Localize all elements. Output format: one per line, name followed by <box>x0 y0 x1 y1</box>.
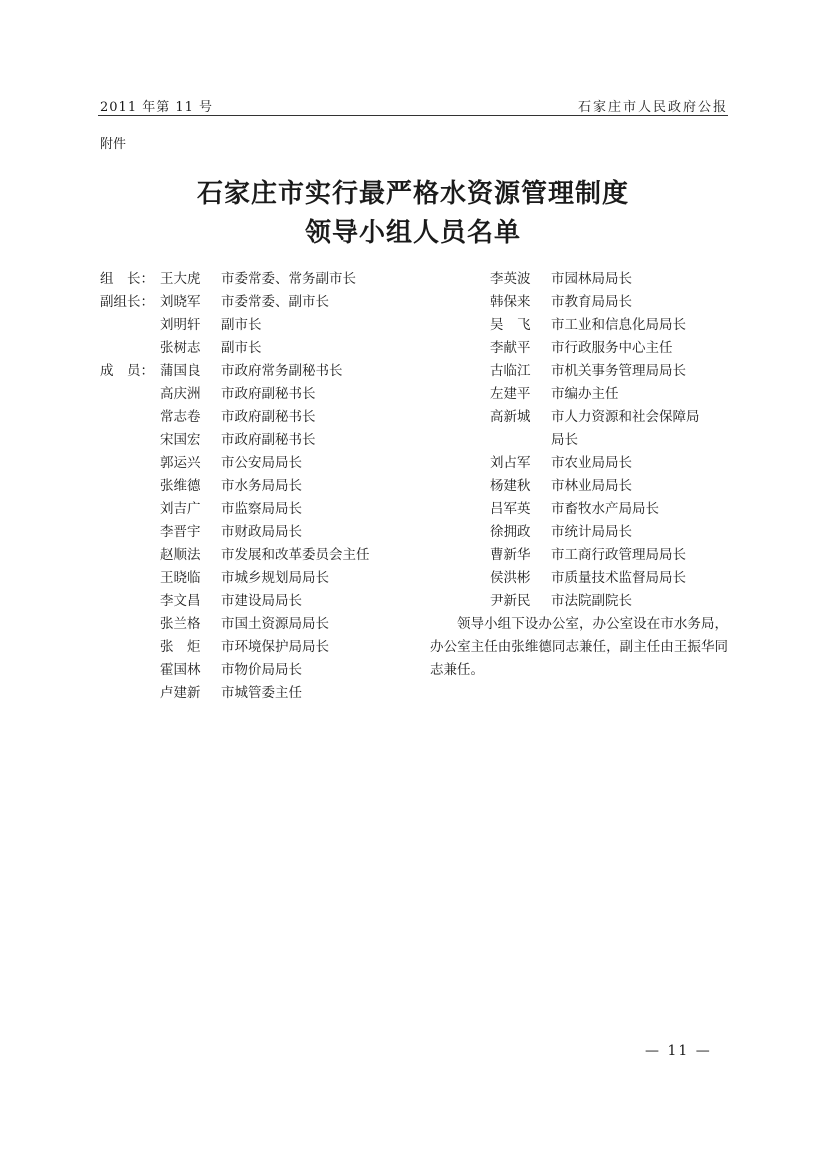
member-post: 市委常委、常务副市长 <box>221 271 356 287</box>
member-post: 市财政局局长 <box>221 524 302 540</box>
member-name: 李献平 <box>490 340 531 356</box>
title-line-2: 领导小组人员名单 <box>304 218 521 248</box>
member-name: 刘吉广 <box>160 501 201 517</box>
office-note: 领导小组下设办公室，办公室设在市水务局，办公室主任由张维德同志兼任，副主任由王振华同志兼任。 <box>430 616 728 678</box>
member-name: 张 炬 <box>160 639 201 655</box>
member-post: 市城管委主任 <box>221 685 302 701</box>
member-name: 王晓临 <box>160 570 201 586</box>
member-post: 副市长 <box>221 317 262 333</box>
page-header-publication: 石家庄市人民政府公报 <box>577 100 728 115</box>
member-post: 市国土资源局局长 <box>221 616 329 632</box>
member-name: 李英波 <box>490 271 531 287</box>
member-row <box>100 360 430 383</box>
member-post: 市统计局局长 <box>551 524 632 540</box>
member-row <box>430 291 728 314</box>
member-row <box>430 590 728 613</box>
page-number: — 11 — <box>645 1043 712 1059</box>
member-post: 市教育局局长 <box>551 294 632 310</box>
member-row <box>430 314 728 337</box>
member-post: 市环境保护局局长 <box>221 639 329 655</box>
member-name: 宋国宏 <box>160 432 201 448</box>
member-name: 张兰格 <box>160 616 201 632</box>
member-name: 杨建秋 <box>490 478 531 494</box>
member-name: 张树志 <box>160 340 201 356</box>
member-name: 蒲国良 <box>160 363 201 379</box>
member-post: 市发展和改革委员会主任 <box>221 547 370 563</box>
member-name: 徐拥政 <box>490 524 531 540</box>
member-name: 刘晓军 <box>160 294 201 310</box>
member-post: 市政府常务副秘书长 <box>221 363 343 379</box>
member-name: 郭运兴 <box>160 455 201 471</box>
member-row <box>100 314 430 337</box>
member-post: 市政府副秘书长 <box>221 409 316 425</box>
member-role: 组 长： <box>100 271 154 287</box>
member-name: 高庆洲 <box>160 386 201 402</box>
member-name: 吕军英 <box>490 501 531 517</box>
member-row <box>100 567 430 590</box>
member-row <box>100 475 430 498</box>
member-post: 市林业局局长 <box>551 478 632 494</box>
title-line-1: 石家庄市实行最严格水资源管理制度 <box>196 179 629 209</box>
member-row <box>100 659 430 682</box>
member-row <box>430 498 728 521</box>
member-name: 韩保来 <box>490 294 531 310</box>
member-name: 李晋宇 <box>160 524 201 540</box>
member-row <box>430 429 728 452</box>
member-row <box>100 383 430 406</box>
member-post: 市委常委、副市长 <box>221 294 329 310</box>
member-role: 副组长： <box>100 294 154 310</box>
member-name: 霍国林 <box>160 662 201 678</box>
member-name: 常志卷 <box>160 409 201 425</box>
member-post: 市监察局局长 <box>221 501 302 517</box>
member-row <box>100 521 430 544</box>
member-post: 市工业和信息化局局长 <box>551 317 686 333</box>
member-row <box>100 498 430 521</box>
member-name: 高新城 <box>490 409 531 425</box>
member-post: 市畜牧水产局局长 <box>551 501 659 517</box>
member-name: 张维德 <box>160 478 201 494</box>
member-post: 市农业局局长 <box>551 455 632 471</box>
member-post: 市公安局局长 <box>221 455 302 471</box>
member-row <box>430 544 728 567</box>
member-name: 王大虎 <box>160 271 201 287</box>
member-name: 侯洪彬 <box>490 570 531 586</box>
member-post: 市建设局局长 <box>221 593 302 609</box>
attachment-label: 附件 <box>100 137 127 152</box>
member-post: 市工商行政管理局局长 <box>551 547 686 563</box>
member-row <box>430 567 728 590</box>
member-name: 李文昌 <box>160 593 201 609</box>
member-post: 副市长 <box>221 340 262 356</box>
member-row <box>100 544 430 567</box>
member-post: 市城乡规划局局长 <box>221 570 329 586</box>
member-post: 局长 <box>551 432 578 448</box>
member-name: 尹新民 <box>490 593 531 609</box>
member-row <box>100 636 430 659</box>
member-row <box>430 452 728 475</box>
member-row <box>430 383 728 406</box>
member-name: 刘占军 <box>490 455 531 471</box>
page-header-issue: 2011 年第 11 号 <box>100 100 214 115</box>
member-row <box>100 452 430 475</box>
member-name: 吴 飞 <box>490 317 531 333</box>
member-post: 市水务局局长 <box>221 478 302 494</box>
member-row <box>430 337 728 360</box>
member-post: 市编办主任 <box>551 386 619 402</box>
member-row <box>430 360 728 383</box>
member-post: 市机关事务管理局局长 <box>551 363 686 379</box>
right-column-list <box>430 268 728 682</box>
member-name: 左建平 <box>490 386 531 402</box>
member-post: 市法院副院长 <box>551 593 632 609</box>
member-post: 市园林局局长 <box>551 271 632 287</box>
member-row <box>100 268 430 291</box>
member-row <box>100 429 430 452</box>
member-post: 市人力资源和社会保障局 <box>551 409 700 425</box>
left-column-list <box>100 268 430 705</box>
member-name: 卢建新 <box>160 685 201 701</box>
member-row <box>430 475 728 498</box>
member-row <box>100 590 430 613</box>
member-post: 市质量技术监督局局长 <box>551 570 686 586</box>
member-name: 刘明轩 <box>160 317 201 333</box>
member-name: 古临江 <box>490 363 531 379</box>
member-row <box>100 682 430 705</box>
member-row <box>430 521 728 544</box>
member-row <box>100 291 430 314</box>
member-post: 市政府副秘书长 <box>221 432 316 448</box>
member-post: 市政府副秘书长 <box>221 386 316 402</box>
member-row <box>430 268 728 291</box>
member-role: 成 员： <box>100 363 154 379</box>
member-row <box>100 337 430 360</box>
member-name: 赵顺法 <box>160 547 201 563</box>
member-name: 曹新华 <box>490 547 531 563</box>
header-rule <box>98 115 728 116</box>
member-post: 市行政服务中心主任 <box>551 340 673 356</box>
member-row <box>100 613 430 636</box>
member-row <box>100 406 430 429</box>
member-row <box>430 406 728 429</box>
member-post: 市物价局局长 <box>221 662 302 678</box>
